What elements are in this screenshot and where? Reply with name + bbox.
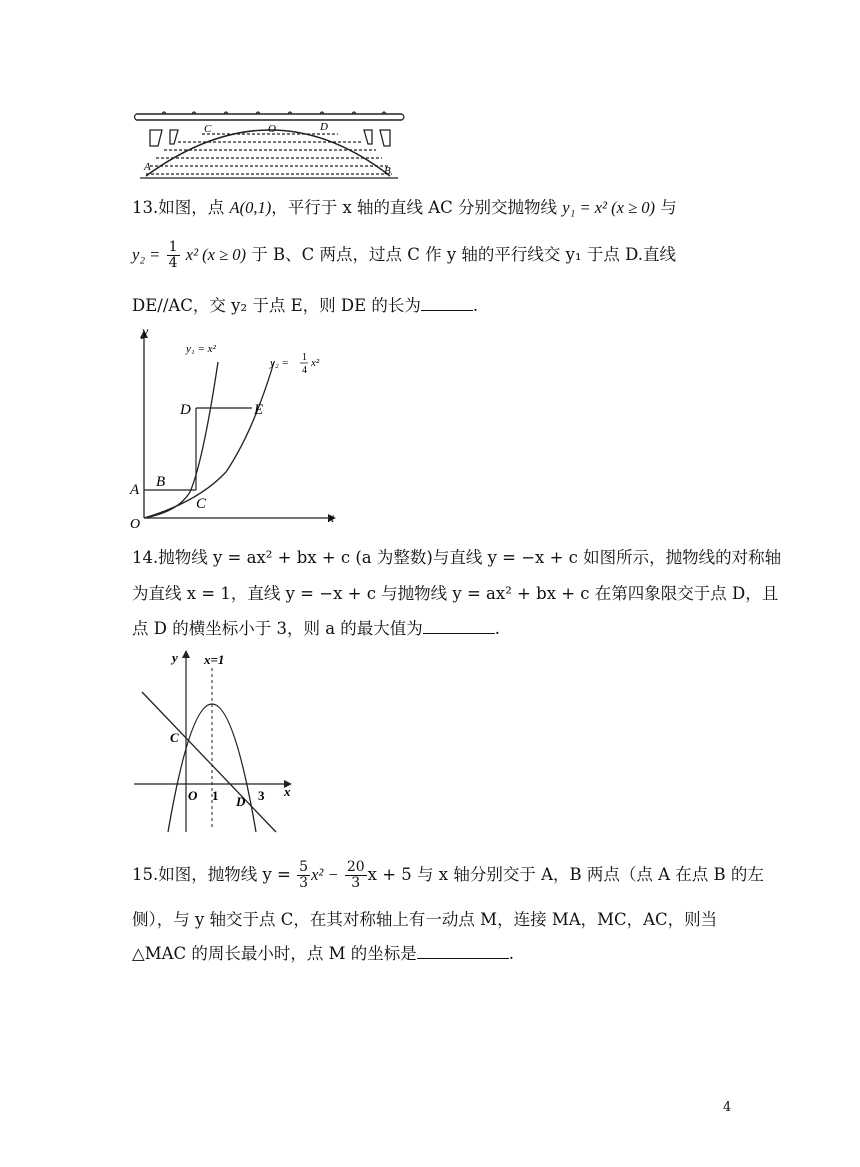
q13-eq2-den: 4 xyxy=(168,255,178,271)
q15-text5: △MAC 的周长最小时，点 M 的坐标是 xyxy=(132,944,417,963)
fig13-curve2-lhs: y₂ = xyxy=(270,357,289,369)
q14-figure xyxy=(130,646,310,836)
fig13-origin: O xyxy=(130,517,141,532)
fig13-y-axis-label: y xyxy=(142,325,149,340)
q13-text6: . xyxy=(472,296,479,315)
fig14-point-c: C xyxy=(170,730,179,745)
q14-answer-blank xyxy=(423,619,495,634)
q13-text3: 与 xyxy=(655,198,677,217)
fig14-x-axis-label: x xyxy=(284,784,291,799)
q13-line1 xyxy=(132,198,677,218)
q15-text4: 侧），与 y 轴交于点 C，在其对称轴上有一动点 M，连接 MA，MC，AC，则当 xyxy=(132,910,718,929)
q13-text2: ，平行于 x 轴的直线 AC 分别交抛物线 xyxy=(271,198,563,217)
q15-fraction1 xyxy=(297,860,310,891)
bridge-label-c: C xyxy=(204,123,212,135)
bridge-figure xyxy=(132,104,412,184)
q13-number: 13. xyxy=(132,198,159,217)
q15-line1 xyxy=(132,860,764,891)
q14-line3 xyxy=(132,619,500,639)
fig13-point-e: E xyxy=(254,402,264,418)
q14-line1 xyxy=(132,548,781,568)
q13-line2 xyxy=(132,240,676,271)
bridge-label-o: O xyxy=(268,123,276,135)
fig14-symmetry-label: x=1 xyxy=(204,652,225,667)
q13-eq1: y₁ = x² (x ≥ 0) xyxy=(562,198,655,217)
fig14-origin: O xyxy=(188,788,198,803)
q15-f1-num: 5 xyxy=(299,859,309,875)
q15-f2-num: 20 xyxy=(346,859,365,875)
bridge-label-b: B xyxy=(384,165,391,177)
q15-f2-den: 3 xyxy=(351,875,361,891)
fig13-curve2-den: 4 xyxy=(302,365,307,376)
fig13-curve2-rhs: x² xyxy=(311,357,320,369)
fig14-tick-1: 1 xyxy=(212,788,219,803)
fig13-curve2-num: 1 xyxy=(302,352,307,363)
q13-point-a: A(0,1) xyxy=(229,198,272,217)
q14-text2: 为直线 x = 1，直线 y = −x + c 与抛物线 y = ax² + bx + c 在第四象限交于点 D，且 xyxy=(132,584,779,603)
fig14-y-axis-label: y xyxy=(172,650,178,665)
q13-text1: 如图，点 xyxy=(158,198,230,217)
q15-number: 15. xyxy=(132,865,159,884)
fig13-curve1-label: y₁ = x² xyxy=(186,343,216,355)
q15-line3 xyxy=(132,944,514,964)
q13-line3 xyxy=(132,296,478,316)
q13-text4: 于 B、C 两点，过点 C 作 y 轴的平行线交 y₁ 于点 D.直线 xyxy=(246,245,676,264)
fig13-point-a: A xyxy=(130,482,140,498)
fig13-point-c: C xyxy=(196,496,207,512)
q13-eq2-lhs: y₂ = xyxy=(132,245,161,264)
fig14-point-d: D xyxy=(236,794,246,809)
q13-figure xyxy=(128,322,348,532)
q13-text5: DE//AC，交 y₂ 于点 E，则 DE 的长为 xyxy=(132,296,421,315)
q15-fraction2 xyxy=(345,860,367,891)
q13-eq2-num: 1 xyxy=(168,239,178,255)
fig13-point-b: B xyxy=(156,474,166,490)
q15-answer-blank xyxy=(417,944,509,959)
page-number: 4 xyxy=(723,1100,732,1115)
q15-text2: x² − xyxy=(311,865,339,884)
bridge-label-a: A xyxy=(144,161,151,173)
q14-text3: 点 D 的横坐标小于 3，则 a 的最大值为 xyxy=(132,619,423,638)
q14-number: 14. xyxy=(132,548,159,567)
q14-text3-end: . xyxy=(494,619,501,638)
q15-line2 xyxy=(132,910,717,930)
q15-text3: x + 5 与 x 轴分别交于 A，B 两点（点 A 在点 B 的左 xyxy=(367,865,764,884)
q15-text1: 如图，抛物线 y = xyxy=(158,865,291,884)
q14-text1: 抛物线 y = ax² + bx + c (a 为整数)与直线 y = −x + c 如图所示，抛物线的对称轴 xyxy=(158,548,782,567)
fig14-tick-3: 3 xyxy=(258,788,265,803)
bridge-label-d: D xyxy=(320,121,328,133)
q13-eq2-rhs: x² (x ≥ 0) xyxy=(185,245,247,264)
fig13-x-axis-label: x xyxy=(328,511,335,526)
q15-f1-den: 3 xyxy=(299,875,309,891)
q13-answer-blank xyxy=(421,296,473,311)
q13-eq2-fraction xyxy=(167,240,180,271)
q14-line2 xyxy=(132,584,778,604)
fig13-point-d: D xyxy=(180,402,191,418)
q15-text5-end: . xyxy=(508,944,515,963)
